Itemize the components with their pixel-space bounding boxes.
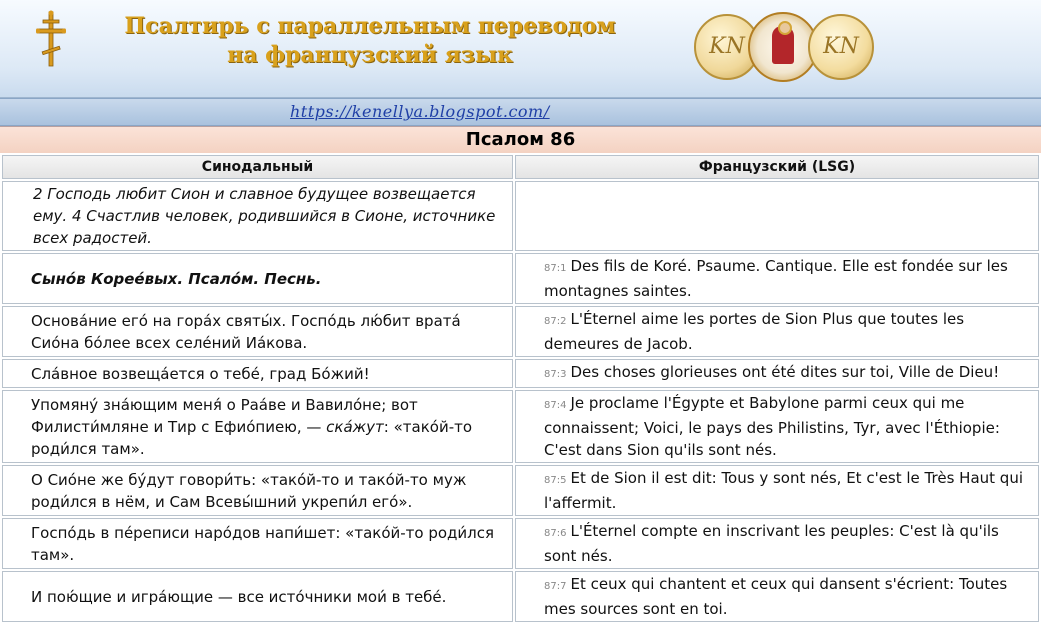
verse-fr bbox=[515, 465, 1039, 516]
table-row bbox=[2, 390, 1039, 463]
verse-fr-text: Et ceux qui chantent et ceux qui dansent s'écrient: Toutes mes sources sont en toi. bbox=[544, 575, 1008, 618]
psalm-title: Псалом 86 bbox=[465, 129, 576, 150]
verse-number: 87:3 bbox=[544, 369, 567, 380]
verse-fr bbox=[515, 518, 1039, 569]
verse-ru: О Сиóне же бу́дут говори́ть: «такóй-то и такóй-то муж роди́лся в нём, и Сам Всевы́шний укрепи́л егó». bbox=[2, 465, 513, 516]
blog-link[interactable]: https://kenellya.blogspot.com/ bbox=[290, 102, 550, 121]
verse-number: 87:2 bbox=[544, 316, 567, 327]
site-title-line-1: Псалтирь с параллельным переводом bbox=[124, 13, 616, 39]
verse-ru: Госпóдь в пéреписи нарóдов напи́шет: «такóй-то роди́лся там». bbox=[2, 518, 513, 569]
table-header-row bbox=[2, 155, 1039, 179]
verse-fr-text: Et de Sion il est dit: Tous y sont nés, Et c'est le Très Haut qui l'affermit. bbox=[544, 469, 1023, 512]
psalter-table bbox=[0, 153, 1041, 624]
verse-ru-part: Упомяну́ знáющим меня́ о Раáве и Вавилóне; вот Филисти́мляне и Тир с Ефиóпиею, — bbox=[31, 395, 418, 436]
verse-fr-text: L'Éternel aime les portes de Sion Plus que toutes les demeures de Jacob. bbox=[544, 310, 965, 353]
verse-fr-text: L'Éternel compte en inscrivant les peuples: C'est là qu'ils sont nés. bbox=[544, 522, 999, 565]
verse-ru-part: : «такóй-то роди́лся там». bbox=[31, 417, 473, 458]
verse-ru bbox=[2, 390, 513, 463]
verse-fr-text: Des fils de Koré. Psaume. Cantique. Elle est fondée sur les montagnes saintes. bbox=[544, 257, 1008, 300]
site-header bbox=[0, 0, 1041, 98]
verse-number: 87:7 bbox=[544, 581, 567, 592]
verse-fr bbox=[515, 390, 1039, 463]
verse-fr-text: Je proclame l'Égypte et Babylone parmi ceux qui me connaissent; Voici, le pays des Philistins, Tyr, avec l'Éthiopie: C'est dans Sion qu'ils sont nés. bbox=[544, 394, 1000, 459]
intro-empty-cell bbox=[515, 181, 1039, 251]
verse-ru: Слáвное возвещáется о тебé, град Бóжий! bbox=[2, 359, 513, 388]
verse-number: 87:5 bbox=[544, 475, 567, 486]
table-row bbox=[2, 253, 1039, 304]
kn-logo-left-text: KN bbox=[709, 34, 745, 59]
verse-fr bbox=[515, 306, 1039, 357]
column-header-french: Французский (LSG) bbox=[515, 155, 1039, 179]
table-row bbox=[2, 359, 1039, 388]
kn-logo-right-text: KN bbox=[823, 34, 859, 59]
table-row bbox=[2, 518, 1039, 569]
verse-number: 87:1 bbox=[544, 263, 567, 274]
site-title bbox=[90, 12, 650, 70]
icon-head bbox=[778, 21, 792, 35]
intro-row bbox=[2, 181, 1039, 251]
verse-fr bbox=[515, 571, 1039, 622]
table-row bbox=[2, 571, 1039, 622]
intro-note: 2 Господь любит Сион и славное будущее возвещается ему. 4 Счастлив человек, родившийся в Сионе, источнике всех радостей. bbox=[2, 181, 513, 251]
verse-number: 87:4 bbox=[544, 400, 567, 411]
verse-fr-text: Des choses glorieuses ont été dites sur toi, Ville de Dieu! bbox=[570, 363, 1000, 381]
verse-ru: Основáние егó на горáх святы́х. Госпóдь лю́бит вратá Сиóна бóлее всех селéний Иáкова. bbox=[2, 306, 513, 357]
psalm-title-bar bbox=[0, 126, 1041, 154]
verse-ru: Сынóв Кореéвых. Псалóм. Песнь. bbox=[2, 253, 513, 304]
table-row bbox=[2, 306, 1039, 357]
orthodox-cross-icon bbox=[36, 10, 66, 68]
verse-ru-italic: скáжут bbox=[326, 417, 384, 436]
table-row bbox=[2, 465, 1039, 516]
verse-fr bbox=[515, 253, 1039, 304]
url-bar bbox=[0, 98, 1041, 126]
column-header-synodal: Синодальный bbox=[2, 155, 513, 179]
kn-logo-right[interactable] bbox=[808, 14, 874, 80]
verse-ru: И пою́щие и игрáющие — все истóчники мои́ в тебé. bbox=[2, 571, 513, 622]
verse-fr bbox=[515, 359, 1039, 388]
site-title-line-2: на французский язык bbox=[227, 42, 513, 68]
verse-number: 87:6 bbox=[544, 528, 567, 539]
